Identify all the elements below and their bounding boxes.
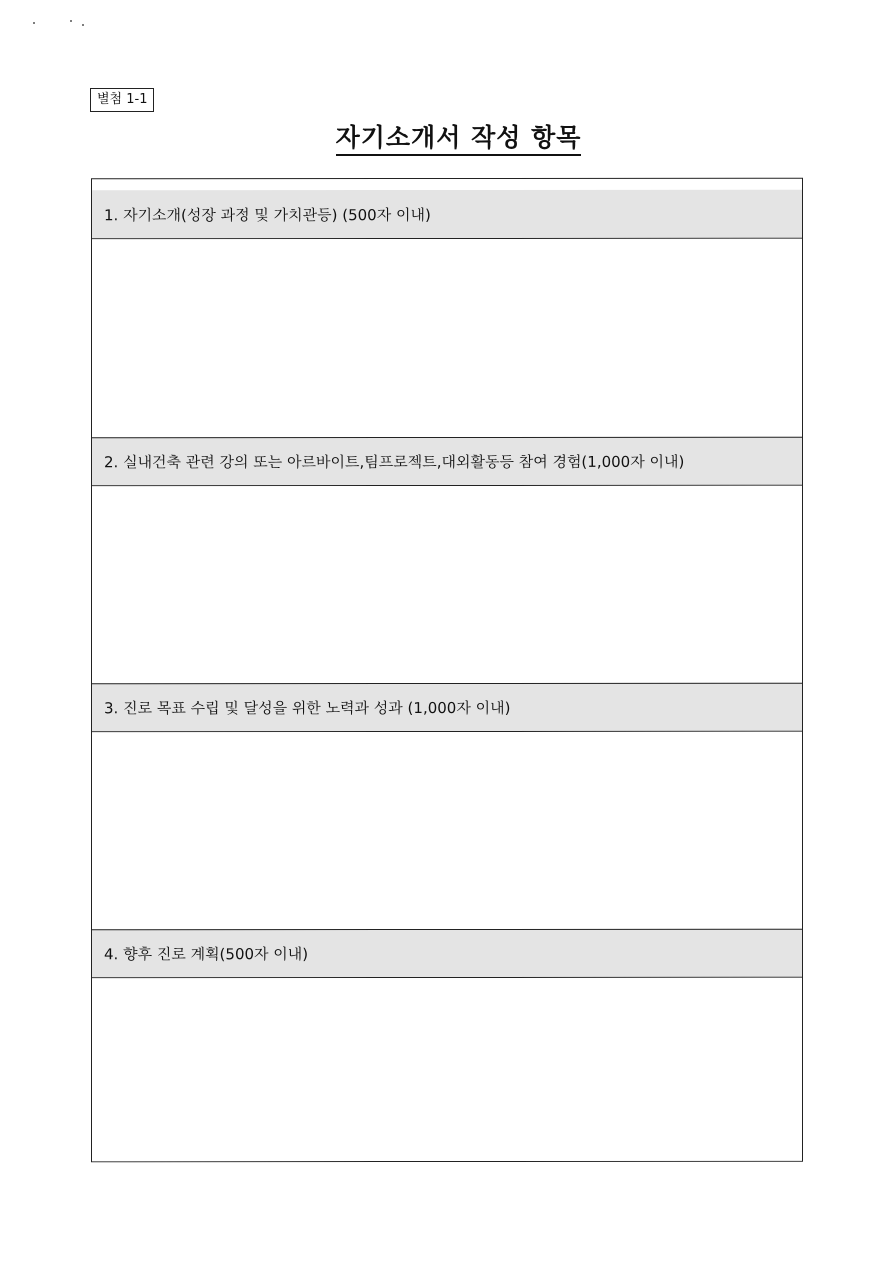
section-label: 4. 향후 진로 계획(500자 이내)	[104, 945, 309, 964]
section-answer-area[interactable]	[92, 732, 802, 930]
section-header	[92, 683, 802, 733]
scan-speck	[82, 24, 84, 26]
section-future-plans	[92, 929, 802, 1162]
section-self-introduction	[92, 190, 802, 438]
section-career-goals	[92, 683, 802, 930]
section-experience	[92, 437, 802, 684]
section-label: 3. 진로 목표 수립 및 달성을 위한 노력과 성과 (1,000자 이내)	[104, 698, 511, 718]
scan-speck	[70, 20, 72, 22]
scan-speck	[33, 22, 35, 24]
section-header	[92, 437, 802, 487]
form-table	[91, 178, 803, 1163]
section-label: 2. 실내건축 관련 강의 또는 아르바이트,팀프로젝트,대외활동등 참여 경험(1,000자 이내)	[104, 452, 685, 472]
section-answer-area[interactable]	[92, 486, 802, 684]
section-label: 1. 자기소개(성장 과정 및 가치관등) (500자 이내)	[104, 205, 431, 224]
section-header	[92, 929, 802, 979]
page-title-text: 자기소개서 작성 항목	[336, 123, 582, 156]
page-title	[0, 118, 893, 154]
section-header	[92, 190, 802, 240]
section-answer-area[interactable]	[92, 978, 802, 1162]
attachment-label: 별첨 1-1	[90, 88, 154, 112]
section-answer-area[interactable]	[92, 239, 802, 438]
